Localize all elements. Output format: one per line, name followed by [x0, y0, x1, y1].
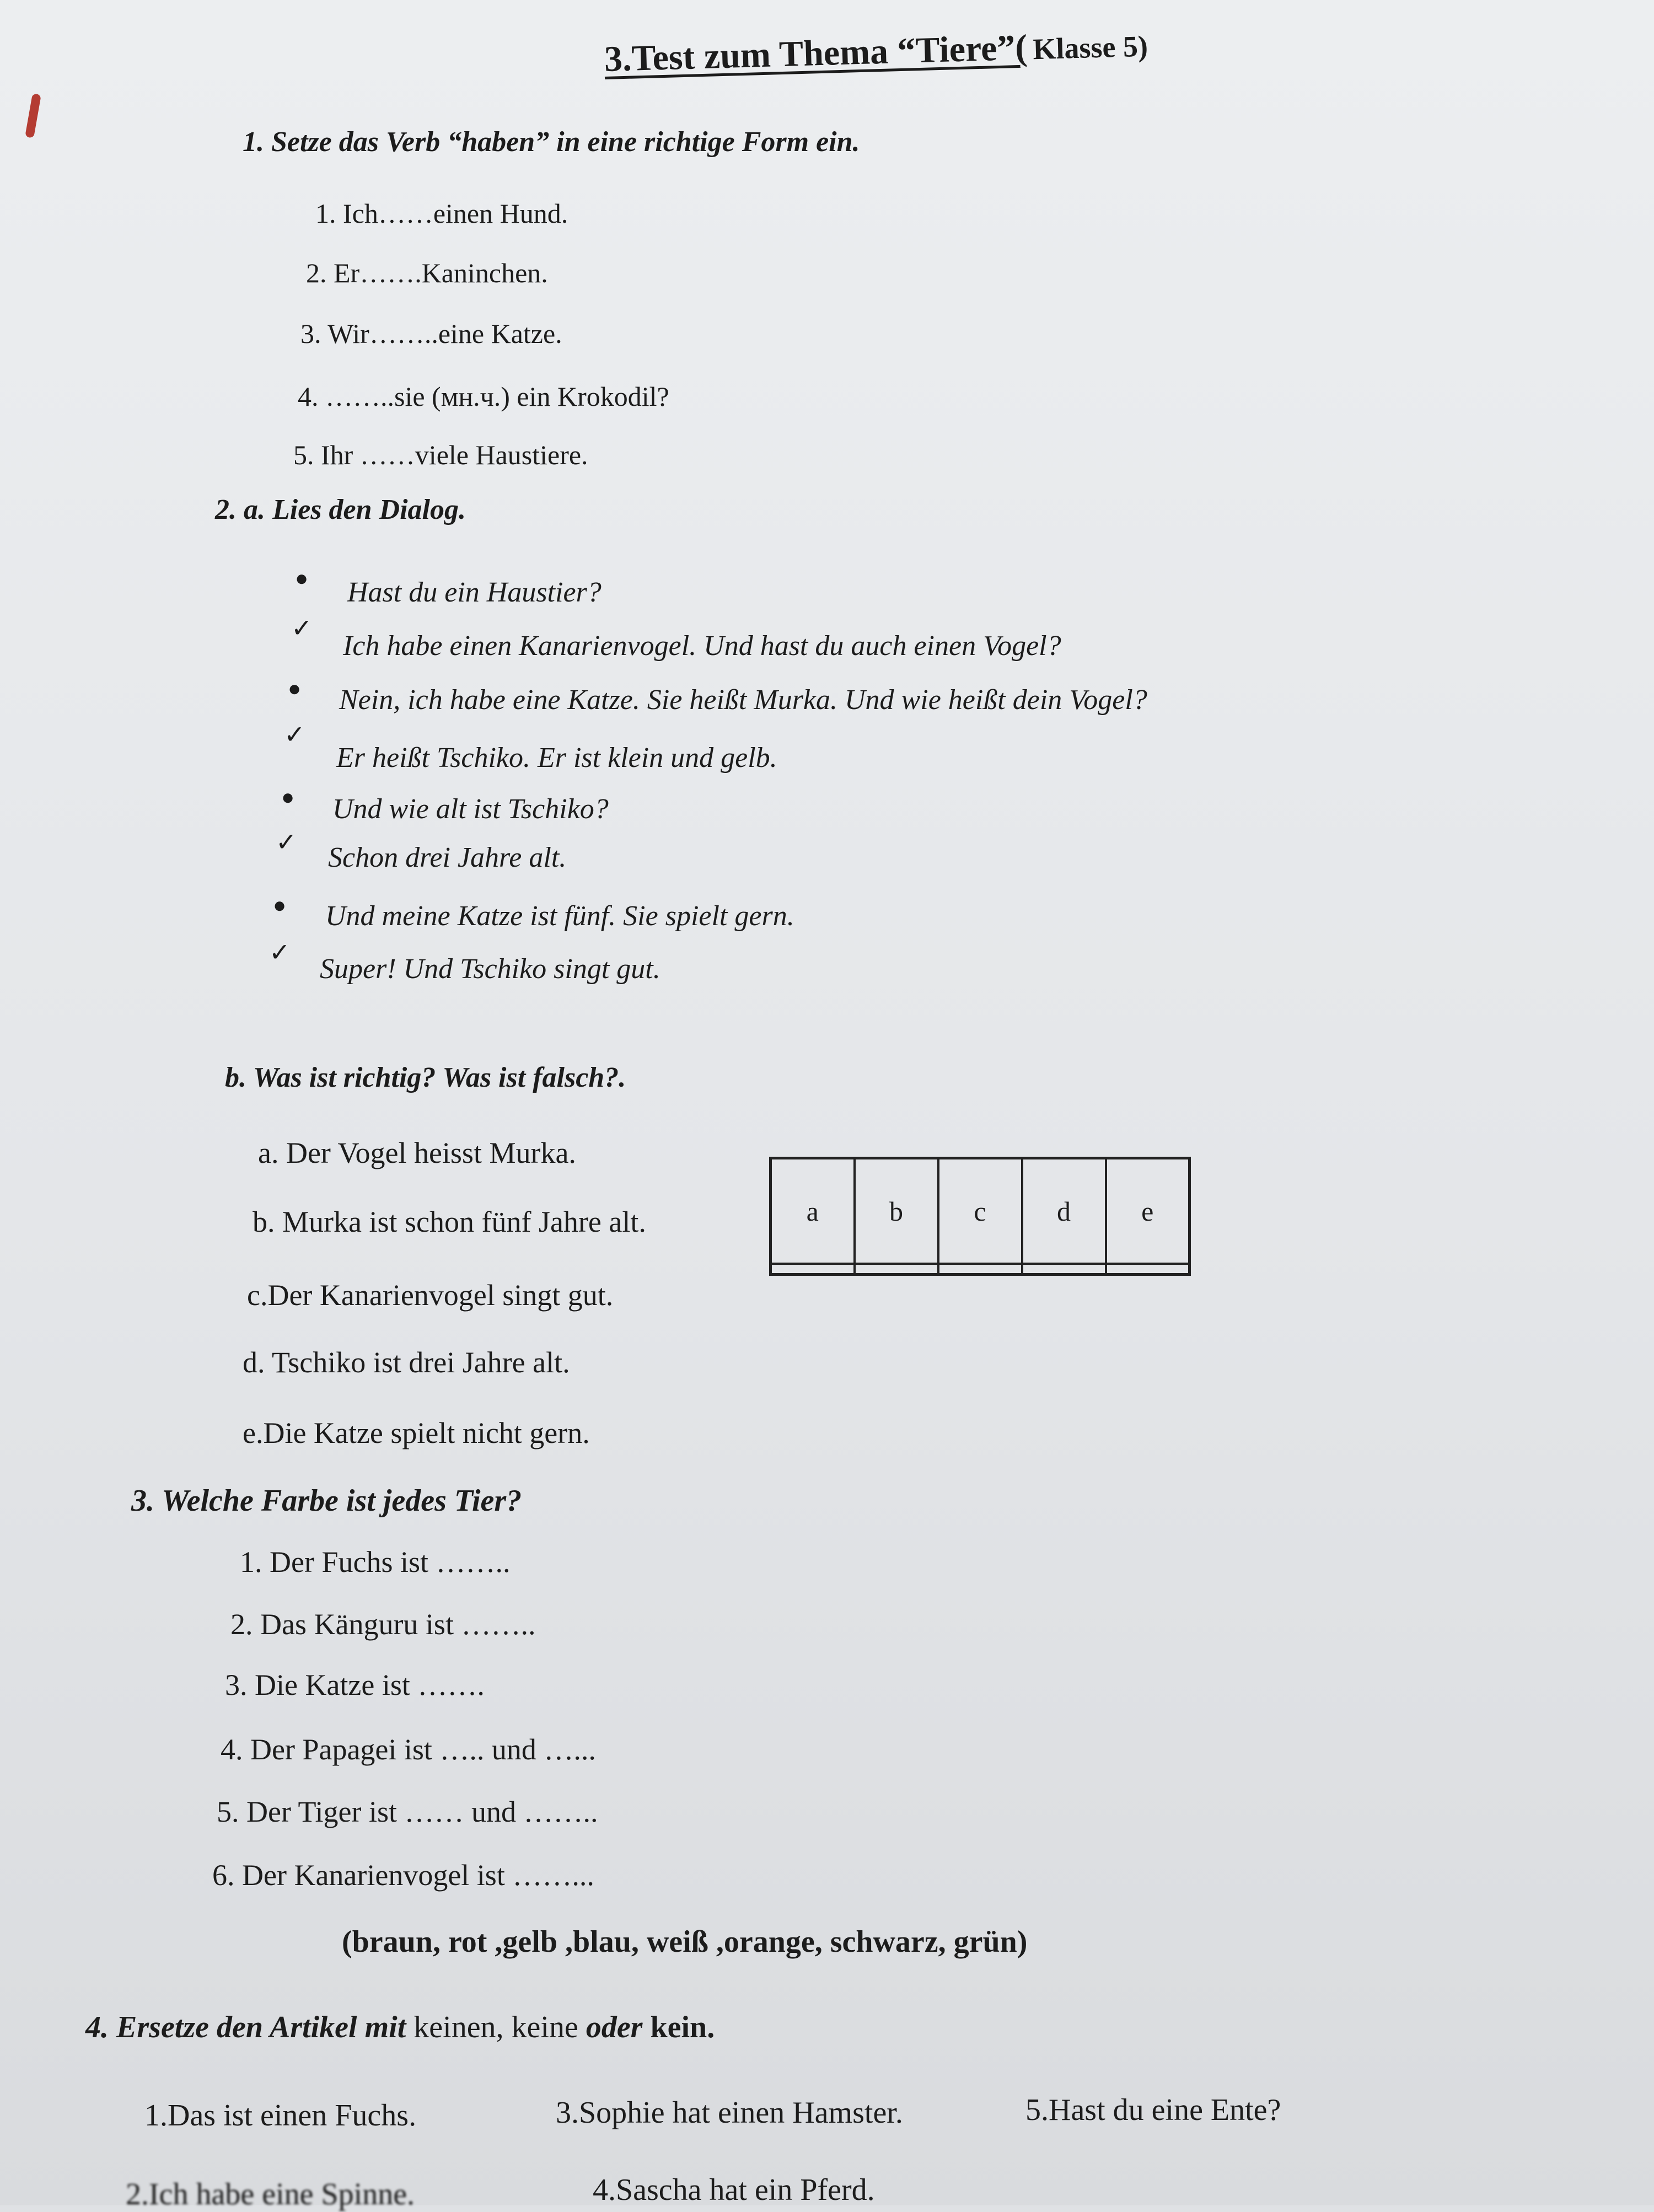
task3-item-4: 4. Der Papagei ist ….. und …... [221, 1733, 596, 1766]
task3-item-1: 1. Der Fuchs ist …….. [240, 1545, 511, 1579]
task4-heading [85, 2010, 715, 2045]
task4-heading-b: keinen, keine [406, 2010, 586, 2044]
dialog-line-7: Und meine Katze ist fünf. Sie spielt gern. [325, 900, 794, 932]
task3-item-3: 3. Die Katze ist ……. [225, 1668, 485, 1701]
answer-header-c: c [938, 1158, 1022, 1264]
task2a-heading: 2. a. Lies den Dialog. [215, 494, 466, 525]
answer-header-e: e [1106, 1158, 1190, 1264]
answer-cell-a [771, 1264, 855, 1274]
task4-heading-c: oder [586, 2010, 643, 2044]
color-word-bank: (braun, rot ,gelb ,blau, weiß ,orange, schwarz, grün) [342, 1925, 1028, 1959]
bullet-icon: ● [288, 676, 302, 701]
task4-heading-a: 4. Ersetze den Artikel mit [85, 2010, 406, 2044]
checkmark-icon: ✓ [291, 614, 313, 642]
task4-item-1: 1.Das ist einen Fuchs. [144, 2098, 417, 2133]
task2b-heading: b. Was ist richtig? Was ist falsch?. [225, 1062, 626, 1093]
title-main: 3.Test zum Thema “Tiere”( [604, 27, 1028, 79]
statement-c: c.Der Kanarienvogel singt gut. [247, 1279, 614, 1312]
dialog-line-2: Ich habe einen Kanarienvogel. Und hast du auch einen Vogel? [343, 630, 1061, 662]
statement-b: b. Murka ist schon fünf Jahre alt. [253, 1205, 646, 1238]
dialog-line-6: Schon drei Jahre alt. [328, 842, 567, 873]
bullet-icon: ● [273, 893, 287, 917]
task1-item-4: 4. ……..sie (мн.ч.) ein Krokodil? [298, 381, 669, 412]
task3-item-6: 6. Der Kanarienvogel ist ……... [212, 1859, 594, 1892]
task4-item-4: 4.Sascha hat ein Pferd. [593, 2173, 875, 2207]
task1-item-2: 2. Er…….Kaninchen. [306, 257, 548, 288]
statement-d: d. Tschiko ist drei Jahre alt. [243, 1346, 570, 1379]
statement-a: a. Der Vogel heisst Murka. [258, 1136, 576, 1169]
dialog-line-1: Hast du ein Haustier? [347, 577, 602, 608]
answer-table [769, 1157, 1191, 1276]
dialog-line-3: Nein, ich habe eine Katze. Sie heißt Murka. Und wie heißt dein Vogel? [339, 684, 1147, 716]
task3-item-5: 5. Der Tiger ist …… und …….. [217, 1795, 598, 1828]
red-pen-mark [25, 93, 41, 138]
title-klasse: Klasse 5) [1032, 29, 1148, 66]
statement-e: e.Die Katze spielt nicht gern. [243, 1416, 590, 1449]
answer-cell-b [855, 1264, 938, 1274]
task1-item-5: 5. Ihr ……viele Haustiere. [293, 439, 588, 470]
task1-item-1: 1. Ich……einen Hund. [315, 198, 568, 229]
task4-item-3: 3.Sophie hat einen Hamster. [556, 2096, 903, 2130]
dialog-line-8: Super! Und Tschiko singt gut. [320, 953, 660, 985]
answer-cell-e [1106, 1264, 1190, 1274]
dialog-line-4: Er heißt Tschiko. Er ist klein und gelb. [336, 742, 777, 774]
bullet-icon: ● [295, 566, 309, 590]
task4-heading-d: kein. [642, 2010, 715, 2044]
bullet-icon: ● [281, 785, 295, 809]
answer-header-b: b [855, 1158, 938, 1264]
worksheet-title [604, 23, 1148, 80]
task4-item-2: 2.Ich habe eine Spinne. [126, 2177, 415, 2211]
checkmark-icon: ✓ [269, 938, 291, 967]
answer-header-d: d [1022, 1158, 1106, 1264]
answer-cell-d [1022, 1264, 1106, 1274]
task3-heading: 3. Welche Farbe ist jedes Tier? [131, 1484, 522, 1518]
checkmark-icon: ✓ [276, 828, 297, 856]
task1-item-3: 3. Wir……..eine Katze. [300, 318, 562, 349]
task1-heading: 1. Setze das Verb “haben” in eine richtige Form ein. [243, 126, 860, 158]
answer-header-a: a [771, 1158, 855, 1264]
checkmark-icon: ✓ [284, 721, 305, 749]
task4-item-5: 5.Hast du eine Ente? [1025, 2093, 1281, 2127]
task3-item-2: 2. Das Känguru ist …….. [230, 1608, 536, 1641]
dialog-line-5: Und wie alt ist Tschiko? [332, 793, 609, 825]
answer-cell-c [938, 1264, 1022, 1274]
